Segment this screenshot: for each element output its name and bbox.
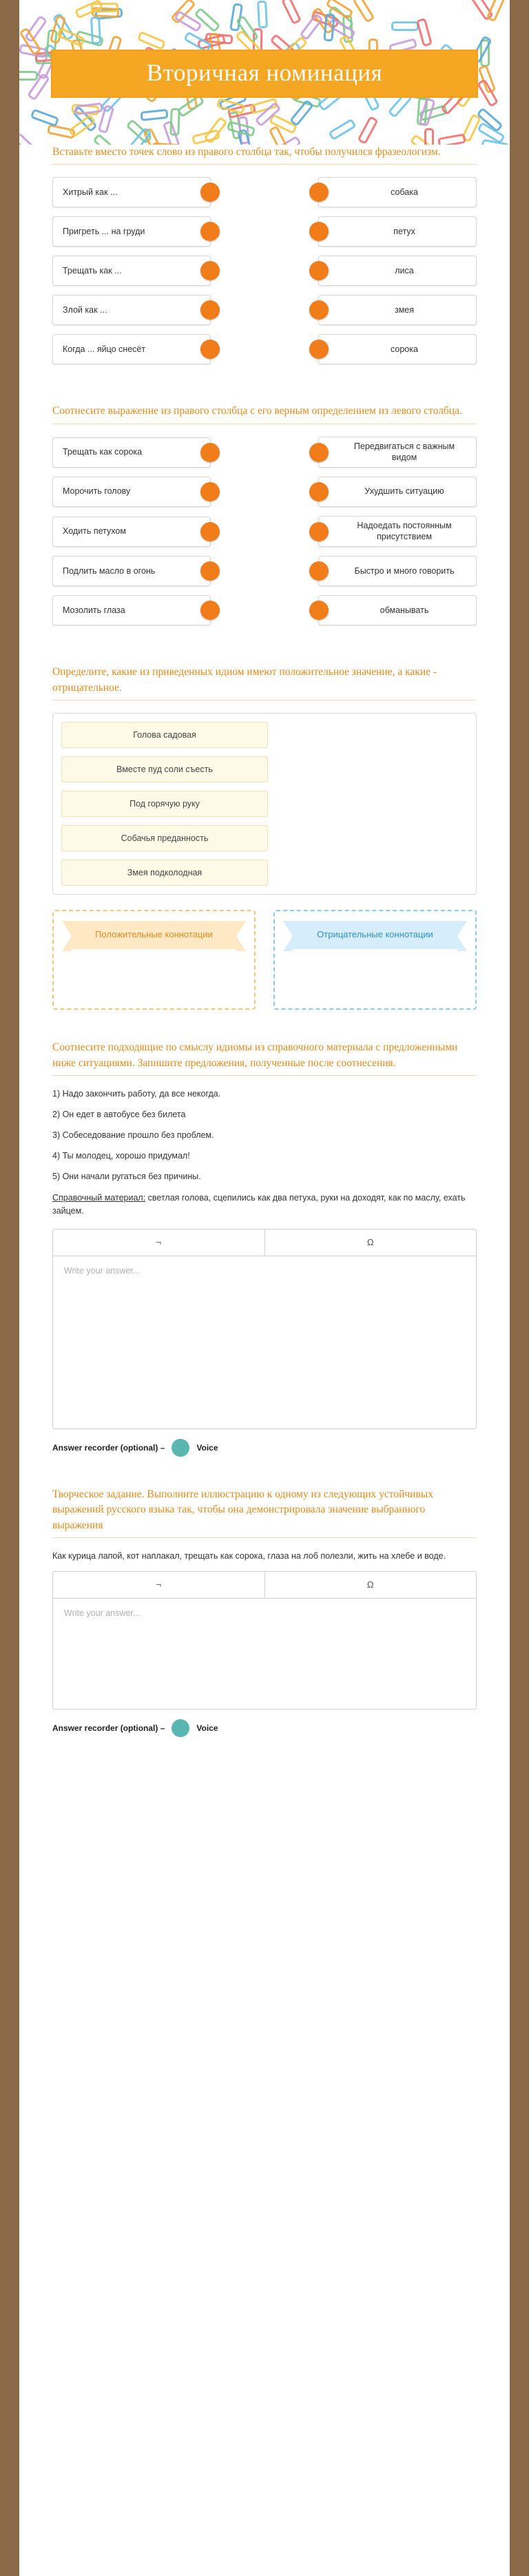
- connector-dot-icon[interactable]: [309, 601, 329, 620]
- paperclip-icon: [30, 109, 59, 127]
- match-left-item[interactable]: [52, 556, 211, 586]
- answer-input[interactable]: Write your answer...: [64, 1265, 141, 1276]
- task-4-sentence: 5) Они начали ругаться без причины.: [52, 1172, 201, 1182]
- omega-symbol-icon[interactable]: Ω: [264, 1229, 477, 1256]
- match-row: [52, 556, 477, 586]
- connector-dot-icon[interactable]: [200, 601, 220, 620]
- match-left-label: Хитрый как ...: [63, 187, 118, 197]
- match-right-label: собака: [391, 187, 418, 197]
- connector-dot-icon[interactable]: [200, 443, 220, 462]
- connector-dot-icon[interactable]: [200, 522, 220, 541]
- connector-dot-icon[interactable]: [309, 261, 329, 280]
- match-left-item[interactable]: [52, 177, 211, 207]
- paperclip-icon: [74, 103, 103, 116]
- task-4-answer-recorder: [52, 1439, 477, 1457]
- draggable-chip[interactable]: Под горячую руку: [61, 791, 268, 817]
- drop-bucket-row: [52, 910, 477, 1010]
- paperclip-icon: [477, 79, 499, 107]
- editor-toolbar: [53, 1229, 476, 1256]
- task-3-section: [19, 665, 510, 1010]
- connector-dot-icon[interactable]: [200, 261, 220, 280]
- match-row: [52, 256, 477, 286]
- draggable-chip[interactable]: Змея подколодная: [61, 860, 268, 886]
- task-4-sentence: 1) Надо закончить работу, да все некогда.: [52, 1089, 221, 1099]
- match-left-label: Морочить голову: [63, 486, 131, 497]
- task-4-sentence: 4) Ты молодец, хорошо придумал!: [52, 1151, 190, 1161]
- microphone-record-icon[interactable]: [172, 1719, 189, 1737]
- task-5-body: Как курица лапой, кот наплакал, трещать как сорока, глаза на лоб полезли, жить на хлебе и воде.: [52, 1551, 446, 1561]
- match-right-item[interactable]: [318, 477, 477, 507]
- connector-dot-icon[interactable]: [309, 443, 329, 462]
- draggable-chip[interactable]: Вместе пуд соли съесть: [61, 756, 268, 782]
- drop-bucket-negative[interactable]: [273, 910, 477, 1010]
- match-right-item[interactable]: [318, 334, 477, 364]
- task-4-reference: [52, 1192, 477, 1218]
- match-left-label: Мозолить глаза: [63, 605, 125, 615]
- editor-toolbar: [53, 1572, 476, 1599]
- bucket-ribbon-label: Положительные коннотации: [72, 921, 236, 948]
- match-right-item[interactable]: [318, 556, 477, 586]
- paperclip-icon: [328, 118, 356, 141]
- connector-dot-icon[interactable]: [200, 561, 220, 581]
- match-right-label: Надоедать постоянным присутствием: [357, 521, 452, 541]
- spacer: [19, 1737, 510, 1776]
- paperclip-icon: [93, 134, 120, 145]
- connector-dot-icon[interactable]: [309, 482, 329, 501]
- match-right-label: змея: [394, 304, 415, 315]
- task-4-sentence: 2) Он едет в автобусе без билета: [52, 1110, 186, 1120]
- match-left-label: Подлить масло в огонь: [63, 565, 156, 576]
- match-right-item[interactable]: [318, 216, 477, 247]
- paperclip-icon: [141, 109, 169, 121]
- task-5-answer-editor[interactable]: [52, 1571, 477, 1710]
- recorder-voice-label: Voice: [196, 1723, 218, 1733]
- match-right-item[interactable]: [318, 437, 477, 468]
- match-left-label: Трещать как ...: [63, 265, 122, 276]
- match-left-item[interactable]: [52, 477, 211, 507]
- recorder-label: Answer recorder (optional) –: [52, 1442, 165, 1453]
- answer-input[interactable]: Write your answer...: [64, 1608, 141, 1618]
- match-left-label: Пригреть ... на груди: [63, 226, 145, 236]
- recorder-label: Answer recorder (optional) –: [52, 1723, 165, 1733]
- match-right-label: Быстро и много говорить: [354, 565, 455, 576]
- connector-dot-icon[interactable]: [309, 300, 329, 320]
- task-2-match-list: [52, 437, 477, 626]
- paperclip-icon: [391, 21, 419, 31]
- paperclip-icon: [137, 30, 166, 50]
- match-right-item[interactable]: [318, 295, 477, 325]
- paperclip-icon: [437, 134, 466, 145]
- paperclip-icon: [323, 13, 335, 41]
- task-4-section: [19, 1040, 510, 1456]
- match-right-item[interactable]: [318, 256, 477, 286]
- divider: [52, 1075, 477, 1076]
- match-row: [52, 595, 477, 625]
- spacer: [19, 373, 510, 404]
- match-right-label: обманывать: [380, 605, 429, 615]
- match-left-item[interactable]: [52, 334, 211, 364]
- match-row: [52, 295, 477, 325]
- match-left-item[interactable]: [52, 295, 211, 325]
- draggable-chip-pool: [52, 713, 477, 895]
- match-right-label: петух: [393, 226, 415, 236]
- spacer: [19, 634, 510, 665]
- paperclip-icon: [257, 0, 268, 28]
- paperclip-icon: [416, 17, 433, 46]
- divider: [52, 164, 477, 165]
- match-left-label: Когда ... яйцо снесёт: [63, 344, 146, 354]
- match-left-label: Злой как ...: [63, 304, 107, 315]
- connector-dot-icon[interactable]: [309, 222, 329, 241]
- match-left-item[interactable]: [52, 517, 211, 547]
- connector-dot-icon[interactable]: [309, 561, 329, 581]
- match-left-label: Трещать как сорока: [63, 446, 143, 457]
- task-1-section: [19, 145, 510, 364]
- connector-dot-icon[interactable]: [200, 183, 220, 202]
- page-title: Вторичная номинация: [146, 59, 383, 86]
- paperclip-icon: [19, 71, 38, 81]
- match-row: [52, 477, 477, 507]
- paperclip-icon: [353, 0, 375, 23]
- draggable-chip[interactable]: Собачья преданность: [61, 825, 268, 851]
- paperclip-icon: [486, 0, 506, 22]
- match-left-label: Ходить петухом: [63, 526, 126, 536]
- paperclip-icon: [281, 0, 302, 25]
- task-4-answer-editor[interactable]: [52, 1229, 477, 1429]
- microphone-record-icon[interactable]: [172, 1439, 189, 1457]
- task-4-prompt: Соотнесите подходящие по смыслу идиомы из справочного материала с предложенными ниже ситуациями. Запишите предложения, полученные после соотнесения.: [52, 1041, 458, 1069]
- match-right-label: сорока: [391, 344, 418, 354]
- connector-dot-icon[interactable]: [309, 183, 329, 202]
- match-row: [52, 334, 477, 364]
- task-5-section: [19, 1487, 510, 1737]
- connector-dot-icon[interactable]: [200, 222, 220, 241]
- task-3-prompt: Определите, какие из приведенных идиом имеют положительное значение, а какие - отрицательное.: [52, 666, 437, 694]
- connector-dot-icon[interactable]: [309, 522, 329, 541]
- match-row: [52, 516, 477, 547]
- match-row: [52, 437, 477, 468]
- match-right-label: Передвигаться с важным видом: [353, 441, 455, 462]
- match-right-item[interactable]: [318, 516, 477, 547]
- draggable-chip[interactable]: Голова садовая: [61, 722, 268, 748]
- paperclip-icon: [357, 116, 379, 145]
- reference-label: Справочный материал:: [52, 1193, 146, 1203]
- match-row: [52, 177, 477, 207]
- spacer: [19, 1010, 510, 1040]
- header-banner: [19, 0, 510, 145]
- match-row: [52, 216, 477, 247]
- drop-bucket-positive[interactable]: [52, 910, 256, 1010]
- paperclip-icon: [203, 116, 227, 144]
- task-5-prompt: Творческое задание. Выполните иллюстрацию к одному из следующих устойчивых выражений русского языка так, чтобы она демонстрировала значение выбранного выражения: [52, 1488, 433, 1531]
- task-1-prompt: Вставьте вместо точек слово из правого столбца так, чтобы получился фразеологизм.: [52, 146, 441, 158]
- task-2-section: [19, 404, 510, 625]
- paragraph-mark-icon[interactable]: ¬: [156, 1579, 162, 1590]
- connector-dot-icon[interactable]: [200, 300, 220, 320]
- match-left-item[interactable]: [52, 437, 211, 468]
- connector-dot-icon[interactable]: [309, 340, 329, 359]
- match-left-item[interactable]: [52, 595, 211, 625]
- page-title-container: [51, 50, 478, 98]
- match-right-item[interactable]: [318, 595, 477, 625]
- reference-text: светлая голова, сцепились как два петуха, руки на доходят, как по маслу, ехать зайцем.: [52, 1193, 466, 1216]
- paragraph-mark-icon[interactable]: ¬: [156, 1237, 162, 1248]
- match-left-item[interactable]: [52, 216, 211, 247]
- task-1-match-list: [52, 177, 477, 364]
- paperclip-icon: [424, 128, 434, 145]
- match-right-label: Ухудшить ситуацию: [364, 486, 444, 497]
- task-4-sentence: 3) Собеседование прошло без проблем.: [52, 1130, 214, 1141]
- connector-dot-icon[interactable]: [200, 340, 220, 359]
- divider: [52, 1537, 477, 1538]
- omega-symbol-icon[interactable]: Ω: [264, 1572, 477, 1598]
- connector-dot-icon[interactable]: [200, 482, 220, 501]
- worksheet-sheet: [19, 0, 510, 2576]
- paperclip-icon: [19, 132, 39, 145]
- recorder-voice-label: Voice: [196, 1442, 218, 1453]
- spacer: [19, 1457, 510, 1487]
- task-5-answer-recorder: [52, 1719, 477, 1737]
- bucket-ribbon-label: Отрицательные коннотации: [293, 921, 457, 948]
- match-left-item[interactable]: [52, 256, 211, 286]
- match-right-item[interactable]: [318, 177, 477, 207]
- paperclip-icon: [90, 17, 101, 45]
- match-right-label: лиса: [395, 265, 414, 276]
- task-2-prompt: Соотнесите выражение из правого столбца с его верным определением из левого столбца.: [52, 405, 462, 417]
